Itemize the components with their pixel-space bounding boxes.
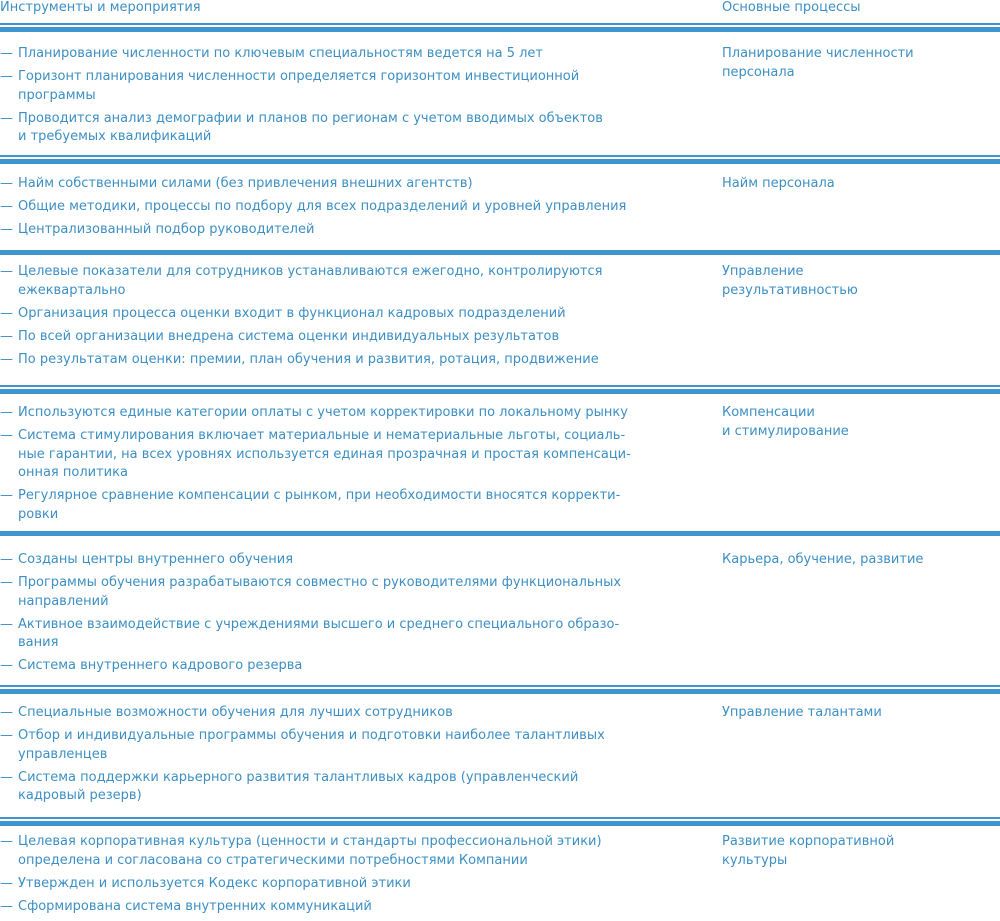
section-divider xyxy=(0,531,1000,536)
list-item xyxy=(0,833,640,870)
list-item-text: Отбор и индивидуальные программы обучения и подготовки наиболее талантливых xyxy=(18,728,605,744)
dash-bullet: — xyxy=(0,428,13,444)
dash-bullet: — xyxy=(0,898,13,914)
process-name-text: Развитие корпоративной xyxy=(722,834,895,849)
list-item-text: Созданы центры внутреннего обучения xyxy=(18,552,294,567)
process-name-text: результативностью xyxy=(722,282,858,298)
process-name-text: культуры xyxy=(722,852,788,868)
list-item xyxy=(0,351,640,370)
dash-bullet: — xyxy=(0,728,13,744)
dash-bullet: — xyxy=(0,834,13,849)
list-item xyxy=(0,110,640,147)
dash-bullet: — xyxy=(0,222,13,238)
process-name xyxy=(722,175,835,194)
list-item xyxy=(0,487,640,524)
list-item xyxy=(0,574,640,611)
list-item xyxy=(0,305,640,324)
header-processes-label: Основные процессы xyxy=(722,0,861,15)
tools-list xyxy=(0,175,640,244)
dash-bullet: — xyxy=(0,46,13,61)
list-item xyxy=(0,875,640,894)
process-name-text: Найм персонала xyxy=(722,176,835,191)
list-item-text: Специальные возможности обучения для лучших сотрудников xyxy=(18,705,453,720)
list-item xyxy=(0,198,640,217)
section-divider xyxy=(0,250,1000,255)
list-item-text: По результатам оценки: премии, план обучения и развития, ротация, продвижение xyxy=(18,351,599,367)
list-item xyxy=(0,427,640,483)
list-item-text: ровки xyxy=(18,506,59,522)
dash-bullet: — xyxy=(0,875,13,891)
list-item xyxy=(0,727,640,764)
section-divider xyxy=(0,155,1000,157)
list-item xyxy=(0,898,640,917)
dash-bullet: — xyxy=(0,552,13,567)
list-item-text: Используются единые категории оплаты с учетом корректировки по локальному рынку xyxy=(18,405,628,420)
tools-list xyxy=(0,704,640,810)
tools-list xyxy=(0,45,640,151)
section-divider xyxy=(0,817,1000,819)
table-header xyxy=(0,0,1000,24)
list-item-text: Проводится анализ демографии и планов по регионам с учетом вводимых объектов xyxy=(18,110,603,126)
section-divider xyxy=(0,389,1000,394)
dash-bullet: — xyxy=(0,264,13,279)
list-item xyxy=(0,404,640,423)
tools-list xyxy=(0,551,640,680)
dash-bullet: — xyxy=(0,488,13,504)
list-item-text: Программы обучения разрабатываются совместно с руководителями функциональных xyxy=(18,575,622,591)
process-name-text: Управление xyxy=(722,264,804,279)
list-item xyxy=(0,657,640,676)
list-item xyxy=(0,551,640,570)
list-item-text: Утвержден и используется Кодекс корпоративной этики xyxy=(18,875,411,891)
dash-bullet: — xyxy=(0,705,13,720)
section-divider xyxy=(0,689,1000,694)
list-item-text: ежеквартально xyxy=(18,282,126,298)
tools-list xyxy=(0,263,640,374)
tools-list xyxy=(0,833,640,921)
list-item-text: кадровый резерв) xyxy=(18,788,142,804)
list-item xyxy=(0,175,640,194)
list-item-text: Планирование численности по ключевым специальностям ведется на 5 лет xyxy=(18,46,543,61)
list-item-text: вания xyxy=(18,635,59,651)
list-item xyxy=(0,769,640,806)
list-item-text: Общие методики, процессы по подбору для всех подразделений и уровней управления xyxy=(18,199,627,215)
list-item xyxy=(0,704,640,723)
process-name-text: Управление талантами xyxy=(722,705,882,720)
list-item-text: Сформирована система внутренних коммуникаций xyxy=(18,898,372,914)
list-item-text: Активное взаимодействие с учреждениями высшего и среднего специального образо- xyxy=(18,616,620,632)
dash-bullet: — xyxy=(0,769,13,785)
process-name xyxy=(722,551,923,570)
list-item-text: Регулярное сравнение компенсации с рынком, при необходимости вносятся корректи- xyxy=(18,488,621,504)
list-item-text: онная политика xyxy=(18,465,128,481)
process-name-text: Карьера, обучение, развитие xyxy=(722,552,924,567)
process-name-text: Компенсации xyxy=(722,405,815,420)
dash-bullet: — xyxy=(0,199,13,215)
list-item-text: и требуемых квалификаций xyxy=(18,129,212,145)
list-item-text: Централизованный подбор руководителей xyxy=(18,222,315,238)
list-item xyxy=(0,221,640,240)
list-item xyxy=(0,68,640,105)
list-item-text: Организация процесса оценки входит в функционал кадровых подразделений xyxy=(18,305,566,321)
list-item-text: направлений xyxy=(18,593,109,609)
section-divider xyxy=(0,821,1000,826)
list-item xyxy=(0,616,640,653)
section-divider xyxy=(0,159,1000,164)
process-name xyxy=(722,833,894,870)
dash-bullet: — xyxy=(0,69,13,85)
list-item-text: Система стимулирования включает материальные и нематериальные льготы, социаль- xyxy=(18,428,626,444)
list-item-text: Целевые показатели для сотрудников устанавливаются ежегодно, контролируются xyxy=(18,264,603,279)
list-item xyxy=(0,328,640,347)
section-divider xyxy=(0,23,1000,25)
dash-bullet: — xyxy=(0,575,13,591)
list-item-text: ные гарантии, на всех уровнях используется единая прозрачная и простая компенсаци- xyxy=(18,446,631,462)
list-item-text: По всей организации внедрена система оценки индивидуальных результатов xyxy=(18,328,560,344)
dash-bullet: — xyxy=(0,351,13,367)
dash-bullet: — xyxy=(0,405,13,420)
process-name-text: персонала xyxy=(722,64,795,80)
tools-list xyxy=(0,404,640,529)
dash-bullet: — xyxy=(0,658,13,674)
list-item-text: Система внутреннего кадрового резерва xyxy=(18,658,303,674)
dash-bullet: — xyxy=(0,616,13,632)
header-tools-label: Инструменты и мероприятия xyxy=(0,0,201,15)
dash-bullet: — xyxy=(0,110,13,126)
section-divider xyxy=(0,385,1000,387)
process-name xyxy=(722,263,858,300)
list-item-text: определена и согласована со стратегическими потребностями Компании xyxy=(18,852,528,868)
list-item xyxy=(0,45,640,64)
process-name xyxy=(722,404,849,441)
list-item-text: управленцев xyxy=(18,746,108,762)
list-item-text: Целевая корпоративная культура (ценности и стандарты профессиональной этики) xyxy=(18,834,602,849)
list-item-text: Система поддержки карьерного развития талантливых кадров (управленческий xyxy=(18,769,579,785)
process-name-text: и стимулирование xyxy=(722,423,849,439)
section-divider xyxy=(0,27,1000,32)
list-item-text: программы xyxy=(18,87,96,103)
dash-bullet: — xyxy=(0,328,13,344)
process-name-text: Планирование численности xyxy=(722,46,914,61)
list-item-text: Найм собственными силами (без привлечения внешних агентств) xyxy=(18,176,473,191)
list-item-text: Горизонт планирования численности определяется горизонтом инвестиционной xyxy=(18,69,580,85)
process-name xyxy=(722,45,914,82)
section-divider xyxy=(0,685,1000,687)
dash-bullet: — xyxy=(0,305,13,321)
list-item xyxy=(0,263,640,300)
dash-bullet: — xyxy=(0,176,13,191)
process-name xyxy=(722,704,882,723)
